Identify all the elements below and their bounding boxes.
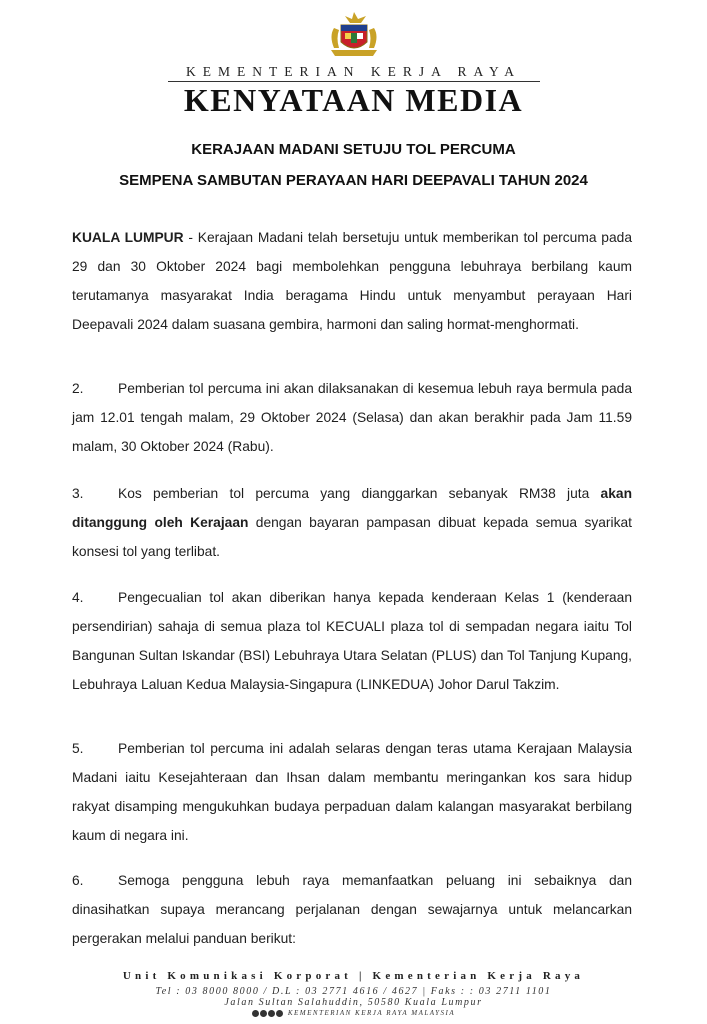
paragraph-3-text-before: Kos pemberian tol percuma yang dianggarkan sebanyak RM38 juta [118,486,601,501]
coat-of-arms-icon [323,10,385,60]
dateline: KUALA LUMPUR [72,230,184,245]
paragraph-2 [72,374,632,461]
paragraph-6-number: 6. [72,873,84,888]
document-type-title: KENYATAAN MEDIA [183,82,524,118]
paragraph-1 [72,223,632,339]
paragraph-6-text: Semoga pengguna lebuh raya memanfaatkan peluang ini sebaiknya dan dinasihatkan supaya merancang perjalanan dengan sewajarnya untuk melancarkan pergerakan melalui panduan berikut: [72,873,632,946]
paragraph-3-text-after: dengan bayaran pampasan dibuat kepada semua syarikat konsesi tol yang terlibat. [72,515,632,559]
tiktok-icon [276,1010,283,1017]
paragraph-3-emphasis: akan ditanggung oleh Kerajaan [72,486,632,530]
footer-unit: Unit Komunikasi Korporat | Kementerian Kerja Raya [122,970,585,982]
instagram-icon [260,1010,267,1017]
facebook-icon [252,1010,259,1017]
ministry-name: KEMENTERIAN KERJA RAYA [185,64,521,79]
footer-address: Jalan Sultan Salahuddin, 50580 Kuala Lumpur [224,997,483,1008]
x-icon [268,1010,275,1017]
paragraph-3-number: 3. [72,486,84,501]
paragraph-6 [72,866,632,953]
paragraph-4-text: Pengecualian tol akan diberikan hanya kepada kenderaan Kelas 1 (kenderaan persendirian) sahaja di semua plaza tol KECUALI plaza tol di sempadan negara iaitu Tol Bangunan Sultan Iskandar (BSI) Lebuhraya Utara Selatan (PLUS) dan Tol Tanjung Kupang, Lebuhraya Laluan Kedua Malaysia-Singapura (LINKEDUA) Johor Darul Takzim. [72,590,632,692]
headline-line-1: KERAJAAN MADANI SETUJU TOL PERCUMA [191,141,516,158]
paragraph-4-number: 4. [72,590,84,605]
paragraph-5-number: 5. [72,741,84,756]
paragraph-2-text: Pemberian tol percuma ini akan dilaksanakan di kesemua lebuh raya bermula pada jam 12.01 tengah malam, 29 Oktober 2024 (Selasa) dan akan berakhir pada Jam 11.59 malam, 30 Oktober 2024 (Rabu). [72,381,632,454]
headline-line-2: SEMPENA SAMBUTAN PERAYAAN HARI DEEPAVALI TAHUN 2024 [119,172,588,189]
social-icons [252,1009,284,1017]
footer-social [0,1009,707,1017]
footer-contact: Tel : 03 8000 8000 / D.L : 03 2771 4616 / 4627 | Faks : : 03 2711 1101 [155,986,552,997]
paragraph-5 [72,734,632,850]
paragraph-3 [72,479,632,566]
social-handle: KEMENTERIAN KERJA RAYA MALAYSIA [287,1009,456,1017]
paragraph-5-text: Pemberian tol percuma ini adalah selaras dengan teras utama Kerajaan Malaysia Madani iaitu Kesejahteraan dan Ihsan dalam membantu meringankan kos sara hidup rakyat disamping mengukuhkan budaya perpaduan dalam kalangan masyarakat berbilang kaum di negara ini. [72,741,632,843]
paragraph-1-text: - Kerajaan Madani telah bersetuju untuk memberikan tol percuma pada 29 dan 30 Oktober 2024 bagi membolehkan pengguna lebuhraya berbilang kaum terutamanya masyarakat India beragama Hindu untuk menyambut perayaan Hari Deepavali 2024 dalam suasana gembira, harmoni dan saling hormat-menghormati. [72,230,632,332]
paragraph-2-number: 2. [72,381,84,396]
paragraph-4 [72,583,632,699]
